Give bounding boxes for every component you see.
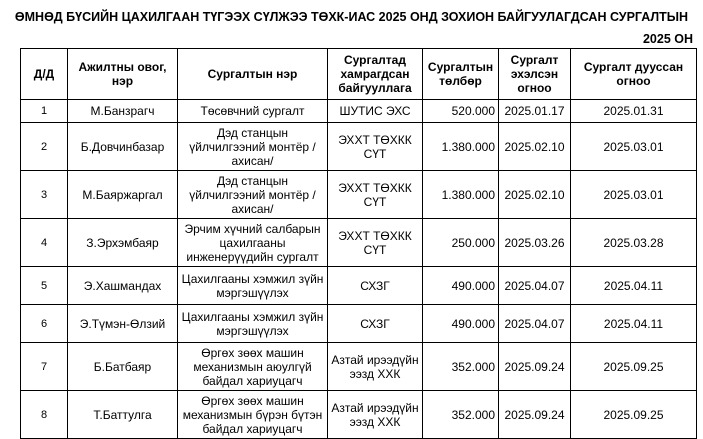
cell-employee-name: Т.Баттулга — [68, 391, 178, 439]
cell-organization: ЭХХТ ТӨХКК СҮТ — [328, 219, 423, 267]
cell-start-date: 2025.02.10 — [499, 123, 571, 171]
cell-no: 3 — [21, 171, 68, 219]
cell-end-date: 2025.03.01 — [571, 171, 697, 219]
header-no: Д/Д — [21, 49, 68, 100]
cell-no: 6 — [21, 305, 68, 343]
table-row — [21, 343, 697, 391]
cell-fee: 520.000 — [423, 100, 499, 123]
cell-organization: ЭХХТ ТӨХКК СҮТ — [328, 123, 423, 171]
table-row — [21, 171, 697, 219]
header-organization: Сургалтад хамрагдсан байгууллага — [328, 49, 423, 100]
cell-no: 4 — [21, 219, 68, 267]
cell-fee: 490.000 — [423, 267, 499, 305]
cell-start-date: 2025.03.26 — [499, 219, 571, 267]
header-start-date: Сургалт эхэлсэн огноо — [499, 49, 571, 100]
page-title: ӨМНӨД БҮСИЙН ЦАХИЛГААН ТҮГЭЭХ СҮЛЖЭЭ ТӨХК-ИАС 2025 ОНД ЗОХИОН БАЙГУУЛАГДСАН СУРГАЛТЫН — [14, 10, 689, 24]
cell-no: 1 — [21, 100, 68, 123]
header-training-name: Сургалтын нэр — [178, 49, 328, 100]
table-row — [21, 267, 697, 305]
cell-training-name: Эрчим хүчний салбарын цахилгааны инженерүүдийн сургалт — [178, 219, 328, 267]
cell-end-date: 2025.01.31 — [571, 100, 697, 123]
cell-organization: Азтай ирээдүйн ээзд ХХК — [328, 343, 423, 391]
table-row — [21, 305, 697, 343]
cell-employee-name: Э.Түмэн-Өлзий — [68, 305, 178, 343]
cell-employee-name: Б.Довчинбазар — [68, 123, 178, 171]
cell-organization: Азтай ирээдүйн ээзд ХХК — [328, 391, 423, 439]
cell-fee: 1.380.000 — [423, 171, 499, 219]
cell-fee: 250.000 — [423, 219, 499, 267]
header-employee-name: Ажилтны овог, нэр — [68, 49, 178, 100]
cell-no: 8 — [21, 391, 68, 439]
cell-start-date: 2025.04.07 — [499, 305, 571, 343]
cell-employee-name: Б.Батбаяр — [68, 343, 178, 391]
cell-end-date: 2025.03.01 — [571, 123, 697, 171]
cell-organization: СХЗГ — [328, 305, 423, 343]
cell-end-date: 2025.04.11 — [571, 267, 697, 305]
cell-no: 5 — [21, 267, 68, 305]
cell-start-date: 2025.09.24 — [499, 343, 571, 391]
table-row — [21, 391, 697, 439]
cell-end-date: 2025.09.25 — [571, 391, 697, 439]
table-row — [21, 100, 697, 123]
cell-fee: 352.000 — [423, 343, 499, 391]
cell-training-name: Дэд станцын үйлчилгээний монтёр /ахисан/ — [178, 123, 328, 171]
cell-start-date: 2025.01.17 — [499, 100, 571, 123]
cell-employee-name: М.Баяржаргал — [68, 171, 178, 219]
cell-start-date: 2025.02.10 — [499, 171, 571, 219]
cell-fee: 352.000 — [423, 391, 499, 439]
page-title-year: 2025 ОН — [642, 32, 693, 46]
cell-start-date: 2025.04.07 — [499, 267, 571, 305]
cell-training-name: Өргөх зөөх машин механизмын аюулгүй байдал хариуцагч — [178, 343, 328, 391]
cell-employee-name: З.Эрхэмбаяр — [68, 219, 178, 267]
cell-employee-name: Э.Хашмандах — [68, 267, 178, 305]
cell-no: 7 — [21, 343, 68, 391]
cell-employee-name: М.Банзрагч — [68, 100, 178, 123]
cell-fee: 1.380.000 — [423, 123, 499, 171]
cell-training-name: Цахилгааны хэмжил зүйн мэргэшүүлэх — [178, 305, 328, 343]
cell-organization: ЭХХТ ТӨХКК СҮТ — [328, 171, 423, 219]
cell-start-date: 2025.09.24 — [499, 391, 571, 439]
cell-end-date: 2025.09.25 — [571, 343, 697, 391]
cell-training-name: Төсөвчний сургалт — [178, 100, 328, 123]
header-row — [21, 49, 697, 100]
cell-organization: СХЗГ — [328, 267, 423, 305]
cell-end-date: 2025.04.11 — [571, 305, 697, 343]
header-fee: Сургалтын төлбөр — [423, 49, 499, 100]
cell-fee: 490.000 — [423, 305, 499, 343]
cell-training-name: Цахилгааны хэмжил зүйн мэргэшүүлэх — [178, 267, 328, 305]
cell-end-date: 2025.03.28 — [571, 219, 697, 267]
header-end-date: Сургалт дууссан огноо — [571, 49, 697, 100]
table-row — [21, 219, 697, 267]
cell-no: 2 — [21, 123, 68, 171]
cell-training-name: Өргөх зөөх машин механизмын бүрэн бүтэн байдал хариуцагч — [178, 391, 328, 439]
cell-training-name: Дэд станцын үйлчилгээний монтёр /ахисан/ — [178, 171, 328, 219]
cell-organization: ШУТИС ЭХС — [328, 100, 423, 123]
table-row — [21, 123, 697, 171]
training-table — [20, 48, 697, 439]
